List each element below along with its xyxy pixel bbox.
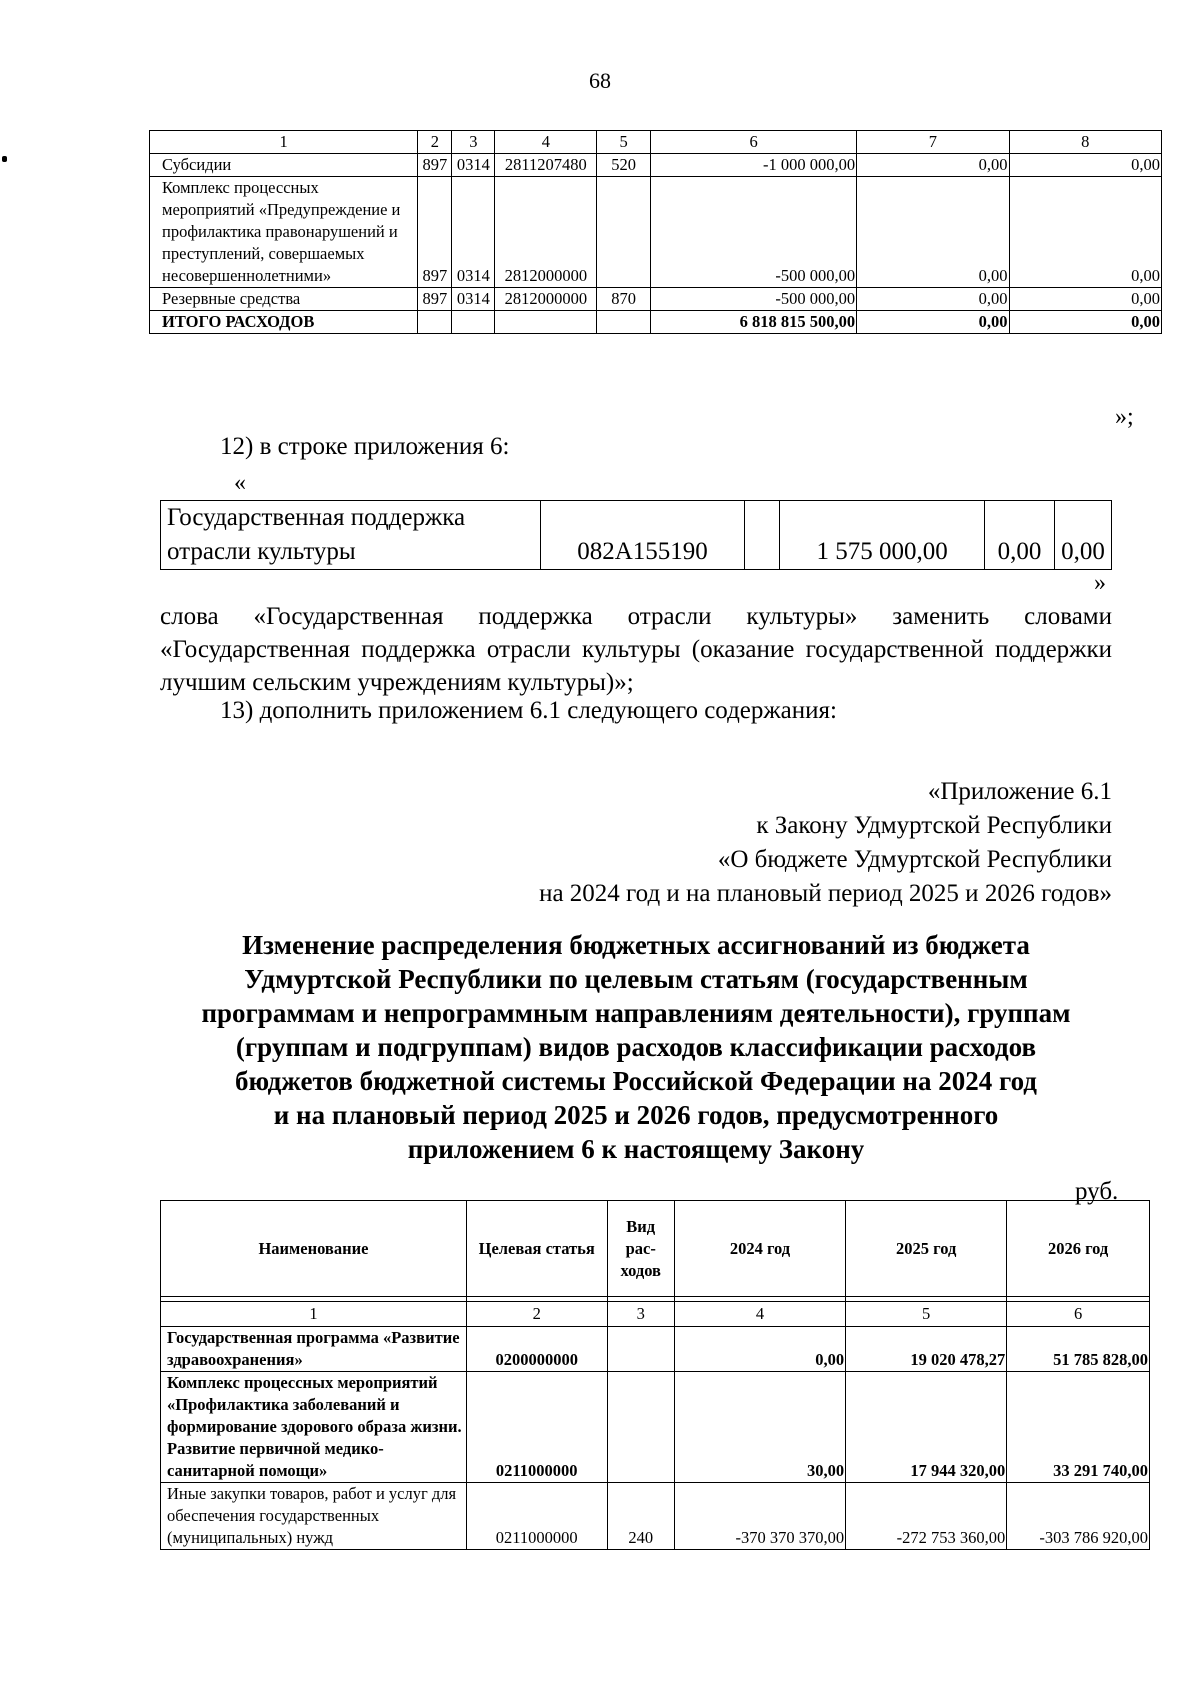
budget-allocation-table [160,1200,1150,1550]
column-number-row: 1 2 3 4 5 6 [161,1302,1150,1327]
opening-quote: « [234,470,246,496]
item-12-text: 12) в строке приложения 6: [220,433,510,460]
closing-quote: » [1094,570,1106,596]
appendix-heading: «Приложение 6.1 к Закону Удмуртской Республики «О бюджете Удмуртской Республики на 2024 год и на плановый период 2025 и 2026 годов» [539,778,1112,907]
header-row: Наименование Целевая статья Вид рас-ходов 2024 год 2025 год 2026 год [161,1201,1150,1297]
table-row: Субсидии 897 0314 2811207480 520 -1 000 000,00 0,00 0,00 [150,154,1162,177]
table-row: Государственная программа «Развитие здравоохранения» 0200000000 0,00 19 020 478,27 51 785 828,00 [161,1327,1150,1372]
document-title: Изменение распределения бюджетных ассигнований из бюджета Удмуртской Республики по целевым статьям (государственным программам и непрограммным направлениям деятельности), группам (группам и подгруппам) видов расходов классификации расходов бюджетов бюджетной системы Российской Федерации на 2024 год и на плановый период 2025 и 2026 годов, предусмотренного приложением 6 к настоящему Закону [201,930,1071,1164]
table-row: Государственная поддержка отрасли культуры 082A155190 1 575 000,00 0,00 0,00 [161,501,1112,570]
page-number: 68 [589,68,611,93]
currency-unit: руб. [1075,1178,1119,1205]
closing-quote: »; [1115,404,1134,430]
table-row: Комплекс процессных мероприятий «Предупреждение и профилактика правонарушений и преступлений, совершаемых несовершеннолетними» 897 0314 2812000000 -500 000,00 0,00 0,00 [150,177,1162,288]
table-row: Иные закупки товаров, работ и услуг для обеспечения государственных (муниципальных) нужд 0211000000 240 -370 370 370,00 -272 753 360,00 -303 786 920,00 [161,1483,1150,1550]
scan-mark [2,156,7,162]
total-row: ИТОГО РАСХОДОВ 6 818 815 500,00 0,00 0,00 [150,311,1162,334]
expenses-table-fragment [149,130,1162,334]
table-row: Резервные средства 897 0314 2812000000 870 -500 000,00 0,00 0,00 [150,288,1162,311]
culture-support-row-table [160,500,1112,570]
item-13-text: 13) дополнить приложением 6.1 следующего содержания: [220,697,837,724]
table-row: Комплекс процессных мероприятий «Профилактика заболеваний и формирование здорового образа жизни. Развитие первичной медико-санитарной помощи» 0211000000 30,00 17 944 320,00 33 291 740,00 [161,1372,1150,1483]
replacement-paragraph: слова «Государственная поддержка отрасли культуры» заменить словами «Государственная поддержка отрасли культуры (оказание государственной поддержки лучшим сельским учреждениям культуры)»; [160,603,1112,696]
column-number-row: 1 2 3 4 5 6 7 8 [150,131,1162,154]
